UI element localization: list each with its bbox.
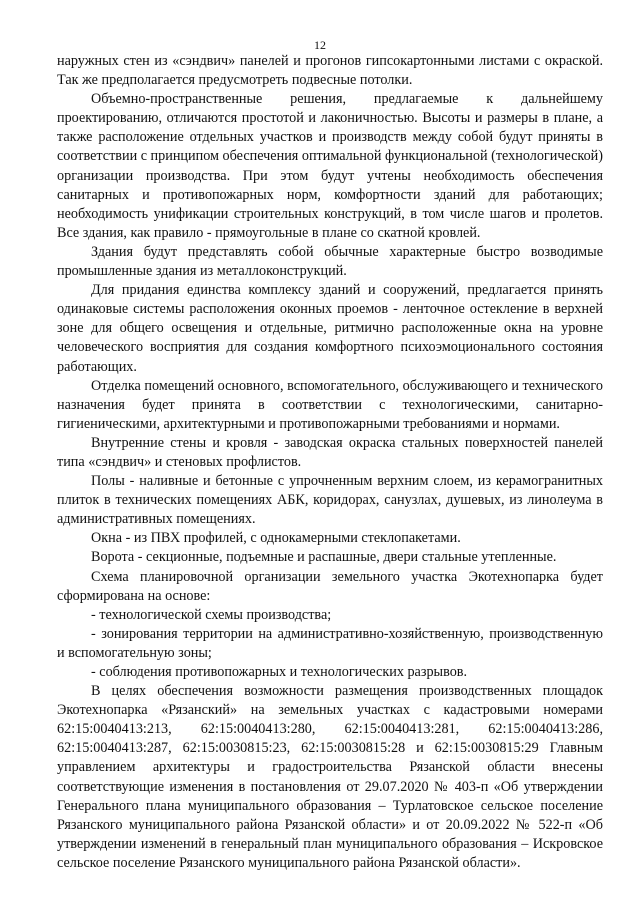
- paragraph: Окна - из ПВХ профилей, с однокамерными стеклопакетами.: [91, 530, 461, 547]
- paragraph: Объемно-пространственные решения, предлагаемые к дальнейшему проектированию, отличаются простотой и лаконичностью. Высоты и размеры в плане, а также расположение отдельных участков и производств между собой будут приняты в соответствии с принципом обеспечения оптимальной функциональной (технологической) организации производства. При этом будут учтены необходимость обеспечения санитарных и противопожарных норм, комфортности зданий для работающих; необходимость унификации строительных конструкций, в том числе шагов и пролетов. Все здания, как правило - прямоугольные в плане со скатной кровлей.: [57, 91, 603, 241]
- document-body: [57, 52, 603, 873]
- list-item: - зонирования территории на административно-хозяйственную, производственную и вспомогательную зоны;: [57, 625, 603, 661]
- paragraph: В целях обеспечения возможности размещения производственных площадок Экотехнопарка «Рязанский» на земельных участках с кадастровыми номерами 62:15:0040413:213, 62:15:0040413:280, 62:15:0040413:281, 62:15:0040413:286, 62:15:0040413:287, 62:15:0030815:23, 62:15:0030815:28 и 62:15:0030815:29 Главным управлением архитектуры и градостроительства Рязанской области внесены соответствующие изменения в постановления от 29.07.2020 № 403-п «Об утверждении Генерального плана муниципального образования – Турлатовское сельское поселение Рязанского муниципального района Рязанской области» и от 20.09.2022 № 522-п «Об утверждении изменений в генеральный план муниципального образования – Искровское сельское поселение Рязанского муниципального района Рязанской области».: [57, 683, 603, 871]
- paragraph: Полы - наливные и бетонные с упрочненным верхним слоем, из керамогранитных плиток в технических помещениях АБК, коридорах, санузлах, душевых, из линолеума в административных помещениях.: [57, 473, 603, 528]
- paragraph: Отделка помещений основного, вспомогательного, обслуживающего и технического назначения будет принята в соответствии с технологическими, санитарно-гигиеническими, архитектурными и противопожарными требованиями и нормами.: [57, 377, 603, 432]
- list-item: - технологической схемы производства;: [91, 606, 332, 623]
- paragraph: Для придания единства комплексу зданий и сооружений, предлагается принять одинаковые системы расположения оконных проемов - ленточное остекление в верхней зоне для общего освещения и отдельные, ритмично расположенные окна на уровне человеческого восприятия для создания комфортного психоэмоционального состояния работающих.: [57, 282, 603, 375]
- paragraph: наружных стен из «сэндвич» панелей и прогонов гипсокартонными листами с окраской. Так же предполагается предусмотреть подвесные потолки.: [57, 53, 603, 89]
- paragraph: Внутренние стены и кровля - заводская окраска стальных поверхностей панелей типа «сэндвич» и стеновых профлистов.: [57, 434, 603, 470]
- paragraph: Схема планировочной организации земельного участка Экотехнопарка будет сформирована на основе:: [57, 568, 603, 604]
- page-number: 12: [314, 38, 326, 52]
- list-item: - соблюдения противопожарных и технологических разрывов.: [91, 664, 468, 680]
- paragraph: Здания будут представлять собой обычные характерные быстро возводимые промышленные здания из металлоконструкций.: [57, 243, 603, 280]
- paragraph: Ворота - секционные, подъемные и распашные, двери стальные утепленные.: [91, 549, 557, 566]
